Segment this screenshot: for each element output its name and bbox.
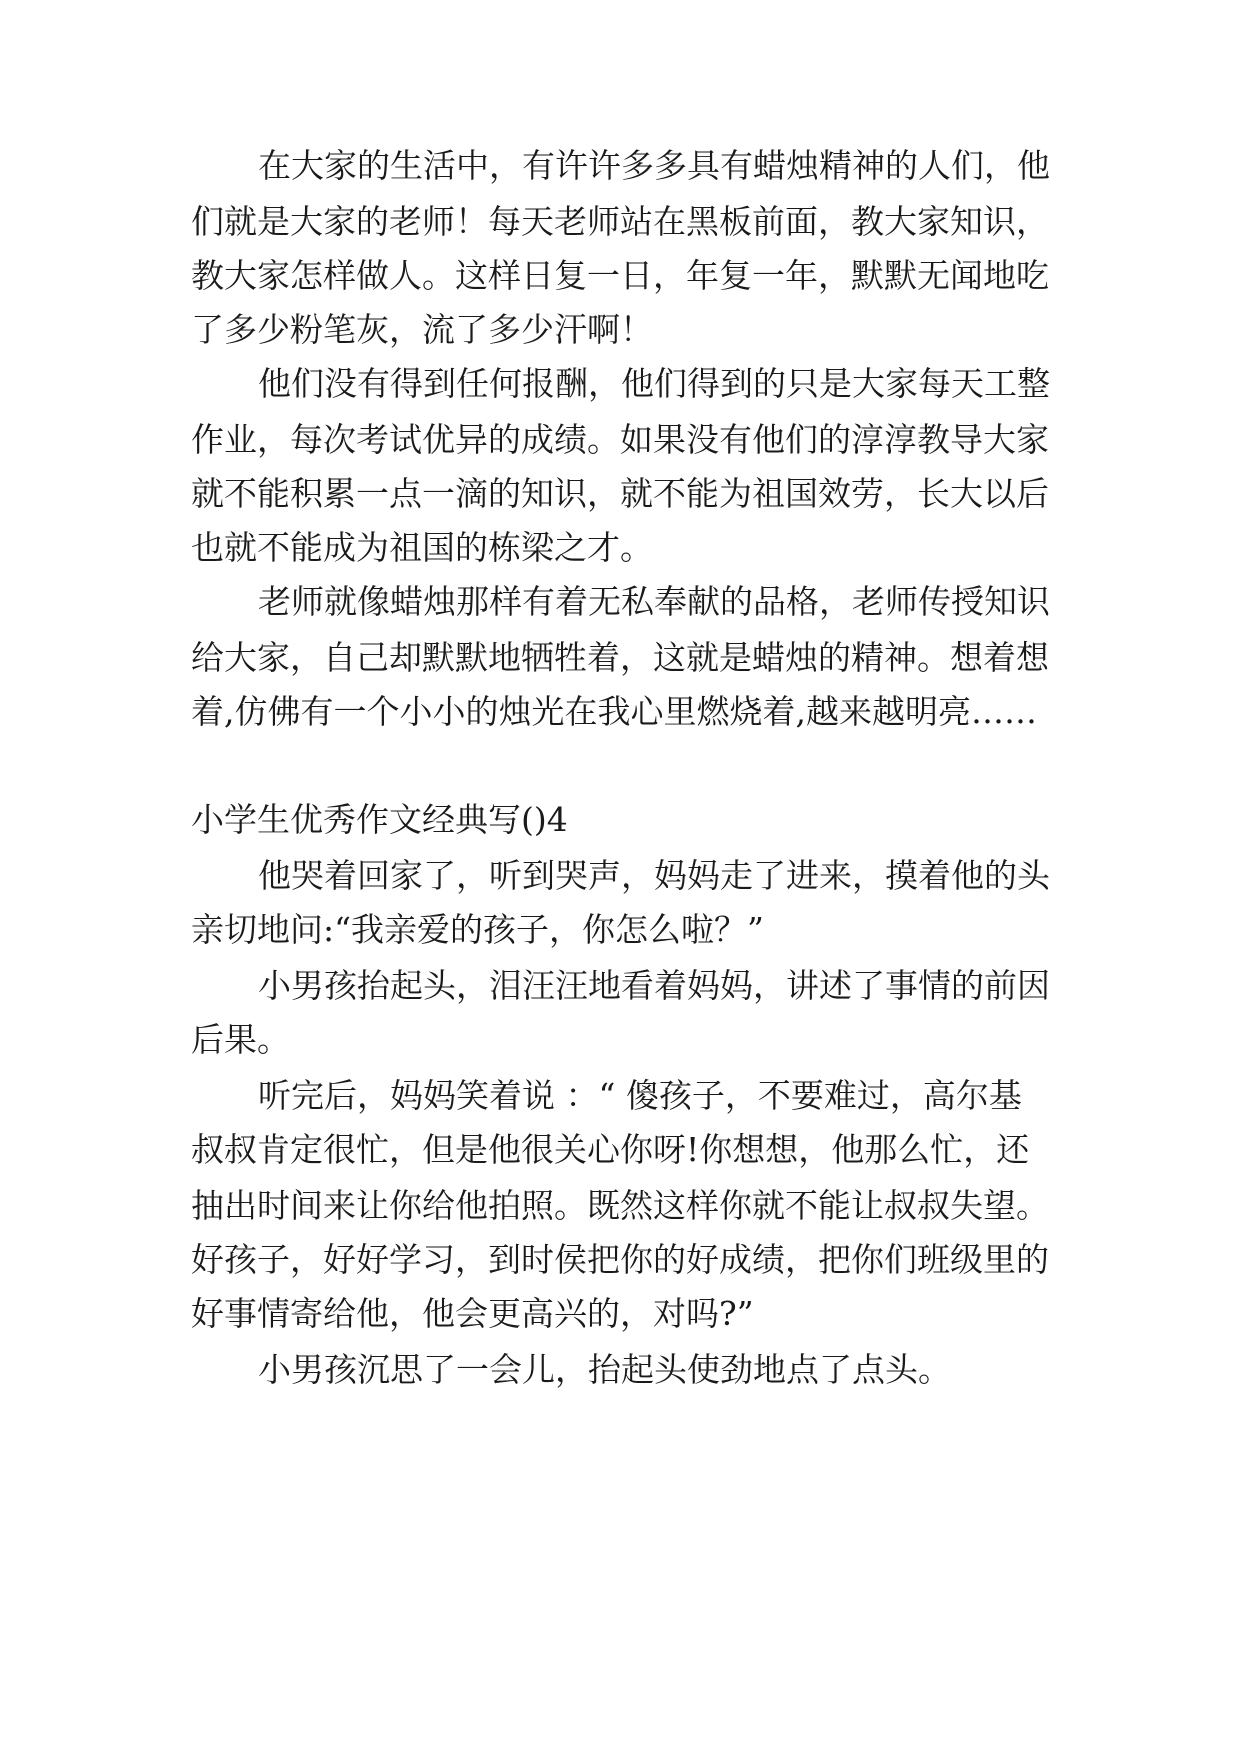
- text-line: 小男孩沉思了一会儿，抬起头使劲地点了点头。: [258, 1350, 951, 1389]
- text-line: 着,仿佛有一个小小的烛光在我心里燃烧着,越来越明亮……: [191, 692, 1037, 731]
- section-heading: 小学生优秀作文经典写()4: [191, 800, 568, 839]
- text-line: 好事情寄给他，他会更高兴的，对吗?”: [191, 1294, 754, 1333]
- paragraph-7-line-1: [0, 1340, 1241, 1400]
- text-line: 好孩子，好好学习，到时侯把你的好成绩，把你们班级里的: [191, 1240, 1049, 1279]
- paragraph-1-line-1: [0, 136, 1241, 196]
- text-line: 了多少粉笔灰，流了多少汗啊！: [191, 310, 653, 349]
- text-line: 作业，每次考试优异的成绩。如果没有他们的淳淳教导大家: [191, 420, 1049, 459]
- paragraph-3-line-1: [0, 572, 1241, 632]
- text-line: 在大家的生活中，有许许多多具有蜡烛精神的人们，他: [258, 146, 1050, 185]
- text-line: 叔叔肯定很忙，但是他很关心你呀!你想想，他那么忙，还: [191, 1130, 1030, 1169]
- text-line: 听完后，妈妈笑着说 ：“ 傻孩子，不要难过，高尔基: [258, 1076, 1022, 1115]
- paragraph-5-line-1: [0, 956, 1241, 1016]
- paragraph-6-line-4: [0, 1230, 1241, 1290]
- paragraph-2-line-3: [0, 464, 1241, 524]
- paragraph-5-line-2: [0, 1010, 1241, 1070]
- paragraph-6-line-3: [0, 1176, 1241, 1236]
- text-line: 抽出时间来让你给他拍照。既然这样你就不能让叔叔失望。: [191, 1186, 1049, 1225]
- paragraph-3-line-2: [0, 628, 1241, 688]
- paragraph-2-line-4: [0, 518, 1241, 578]
- paragraph-1-line-2: [0, 192, 1241, 252]
- paragraph-6-line-2: [0, 1120, 1241, 1180]
- text-line: 他哭着回家了，听到哭声，妈妈走了进来，摸着他的头: [258, 856, 1050, 895]
- paragraph-2-line-1: [0, 354, 1241, 414]
- text-line: 也就不能成为祖国的栋梁之才。: [191, 528, 653, 567]
- paragraph-4-line-1: [0, 846, 1241, 906]
- paragraph-4-line-2: [0, 900, 1241, 960]
- text-line: 给大家，自己却默默地牺牲着，这就是蜡烛的精神。想着想: [191, 638, 1049, 677]
- text-line: 亲切地问:“我亲爱的孩子，你怎么啦？”: [191, 910, 764, 949]
- paragraph-6-line-5: [0, 1284, 1241, 1344]
- text-line: 后果。: [191, 1020, 290, 1059]
- paragraph-1-line-3: [0, 246, 1241, 306]
- text-line: 们就是大家的老师！每天老师站在黑板前面，教大家知识，: [191, 202, 1049, 241]
- paragraph-2-line-2: [0, 410, 1241, 470]
- paragraph-3-line-3: [0, 682, 1241, 742]
- text-line: 老师就像蜡烛那样有着无私奉献的品格，老师传授知识: [258, 582, 1050, 621]
- text-line: 就不能积累一点一滴的知识，就不能为祖国效劳，长大以后: [191, 474, 1049, 513]
- text-line: 他们没有得到任何报酬，他们得到的只是大家每天工整: [258, 364, 1050, 403]
- paragraph-1-line-4: [0, 300, 1241, 360]
- text-line: 小男孩抬起头，泪汪汪地看着妈妈，讲述了事情的前因: [258, 966, 1050, 1005]
- section-title: [0, 790, 1241, 850]
- paragraph-6-line-1: [0, 1066, 1241, 1126]
- text-line: 教大家怎样做人。这样日复一日，年复一年，默默无闻地吃: [191, 256, 1049, 295]
